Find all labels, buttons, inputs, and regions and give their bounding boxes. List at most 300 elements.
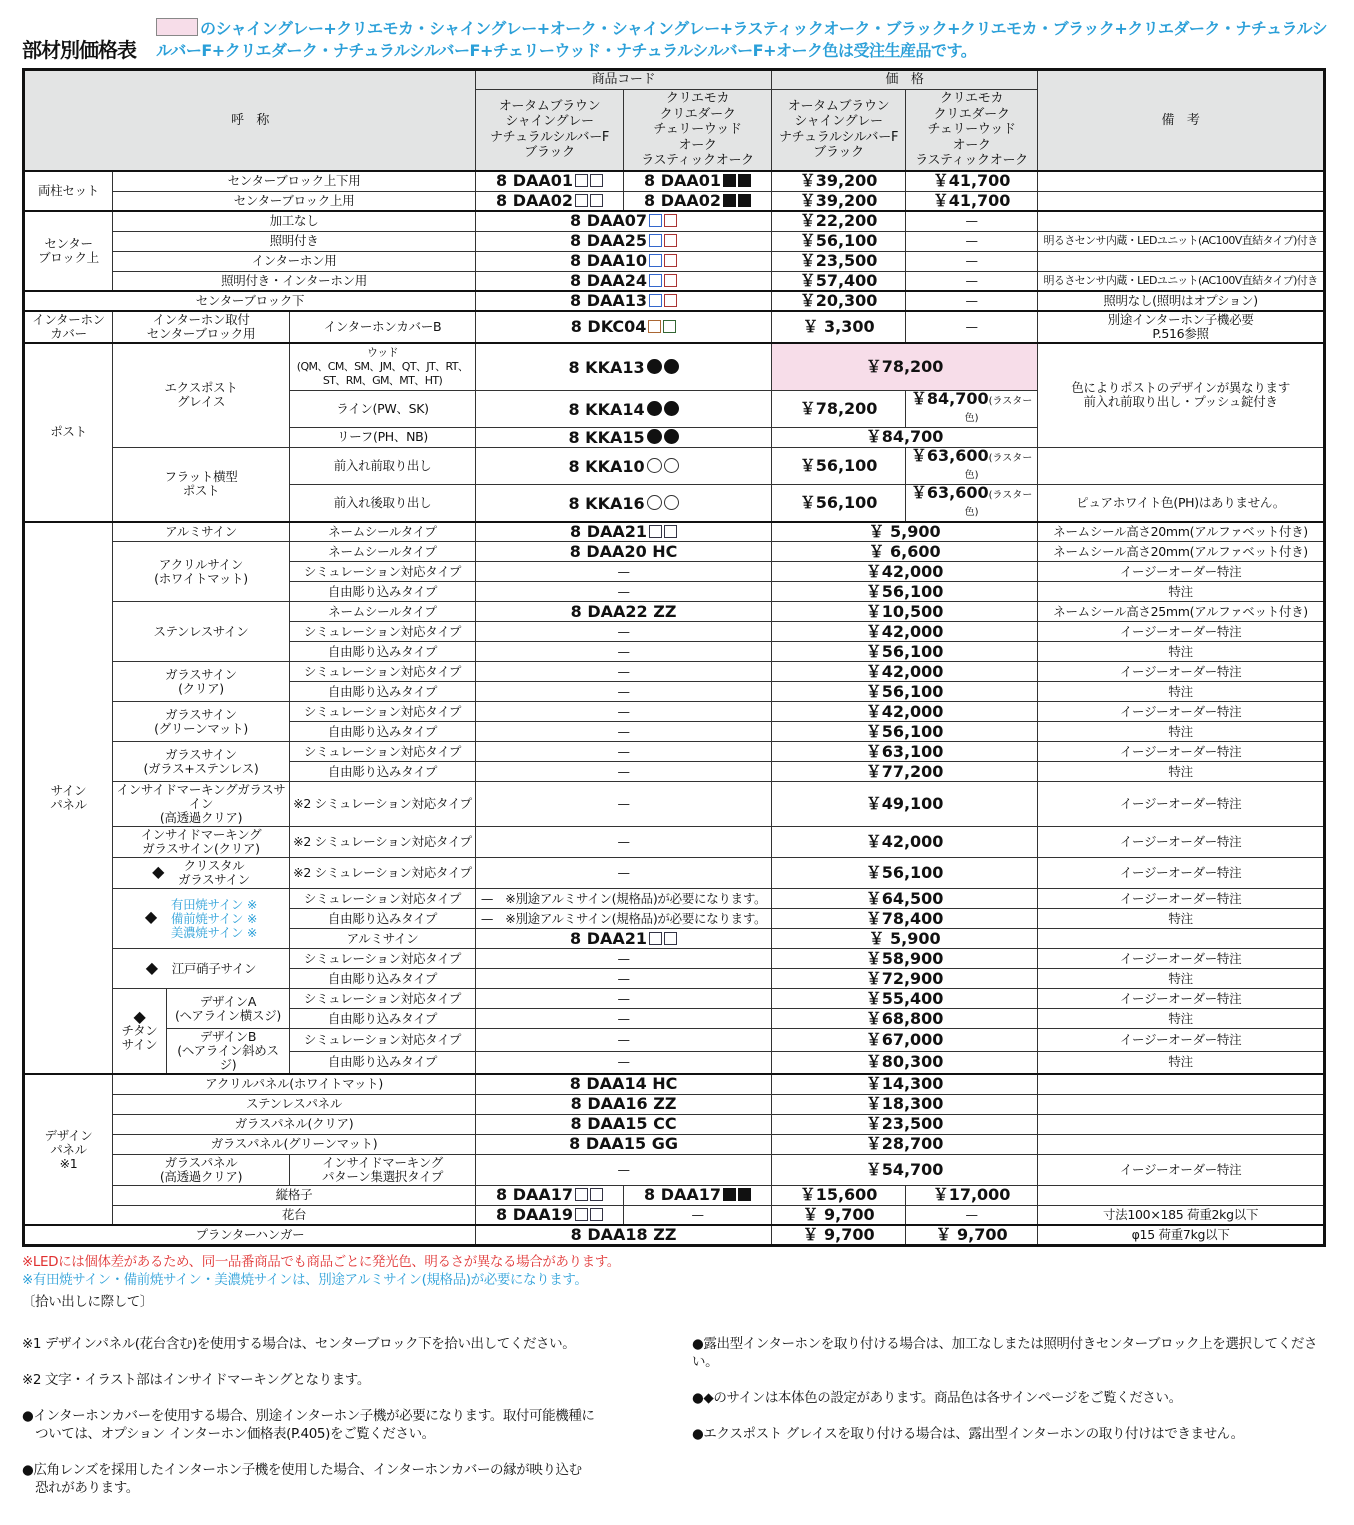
black-circle-icon <box>647 401 662 416</box>
remark: 色によりポストのデザインが異なります 前入れ前取り出し・プッシュ錠付き <box>1038 343 1325 447</box>
remark: イージーオーダー特注 <box>1038 1154 1325 1185</box>
item-name: センターブロック上下用 <box>113 171 476 191</box>
item-type: シミュレーション対応タイプ <box>290 1029 476 1052</box>
white-square-icon <box>664 932 677 945</box>
remark: 特注 <box>1038 682 1325 702</box>
item-name: ガラスパネル (高透過クリア) <box>113 1154 290 1185</box>
product-code: — ※別途アルミサイン(規格品)が必要になります。 <box>476 889 772 909</box>
remark: イージーオーダー特注 <box>1038 949 1325 969</box>
code-cell <box>476 447 772 484</box>
diamond-icon: ◆ <box>133 1007 146 1026</box>
product-code: 8 DAA13 <box>570 291 648 310</box>
black-circle-icon <box>647 429 662 444</box>
price-suffix: (ラスター色) <box>964 395 1033 424</box>
black-square-icon <box>723 194 736 207</box>
header-remarks: 備 考 <box>1038 70 1325 172</box>
remark: 寸法100×185 荷重2kg以下 <box>1038 1205 1325 1225</box>
product-code: — <box>624 1205 772 1225</box>
product-code: 8 DAA01 <box>644 171 722 191</box>
item-name: 加工なし <box>113 211 476 231</box>
price: ￥ 3,300 <box>772 311 906 343</box>
price-table <box>22 68 1326 1247</box>
code-cell <box>476 522 772 542</box>
product-code: — <box>476 969 772 989</box>
black-square-icon <box>738 194 751 207</box>
price: ￥63,100 <box>772 742 1038 762</box>
remark: 別途インターホン子機必要 P.516参照 <box>1038 311 1325 343</box>
item-name: インサイドマーキングガラスサイン (高透過クリア) <box>113 782 290 827</box>
product-code: — <box>476 682 772 702</box>
design-name: デザインA (ヘアライン横スジ) <box>167 989 290 1029</box>
diamond-icon: ◆ <box>145 958 158 977</box>
price: ￥17,000 <box>906 1185 1038 1205</box>
notes-right <box>692 1317 1332 1515</box>
item-type: シミュレーション対応タイプ <box>290 662 476 682</box>
price: ￥41,700 <box>906 171 1038 191</box>
price: ￥22,200 <box>772 211 906 231</box>
price: ￥55,400 <box>772 989 1038 1009</box>
code-cell <box>476 1185 624 1205</box>
item-type: ※2 シミュレーション対応タイプ <box>290 827 476 858</box>
product-code: 8 DAA17 <box>496 1185 574 1204</box>
header-code-color-b: クリエモカ クリエダーク チェリーウッド オーク ラスティックオーク <box>624 89 772 171</box>
code-cell <box>624 1185 772 1205</box>
product-code: 8 DAA16 ZZ <box>476 1094 772 1114</box>
white-square-icon <box>575 1208 588 1221</box>
item-type: 自由彫り込みタイプ <box>290 682 476 702</box>
product-code: — <box>476 1154 772 1185</box>
header-code: 商品コード <box>476 70 772 90</box>
remark <box>1038 251 1325 271</box>
remark <box>1038 211 1325 231</box>
white-circle-icon <box>664 458 679 473</box>
price: ￥68,800 <box>772 1009 1038 1029</box>
item-name-cell <box>113 949 290 989</box>
white-square-icon <box>649 525 662 538</box>
price: ￥23,500 <box>772 1114 1038 1134</box>
diamond-icon: ◆ <box>144 907 157 926</box>
remark <box>1038 1074 1325 1094</box>
remark: イージーオーダー特注 <box>1038 989 1325 1009</box>
product-code: 8 DAA19 <box>496 1204 574 1224</box>
item-name: エクスポスト グレイス <box>113 343 290 447</box>
item-type: ネームシールタイプ <box>290 542 476 562</box>
item-name: フラット横型 ポスト <box>113 447 290 522</box>
code-cell <box>476 390 772 427</box>
remark <box>1038 1185 1325 1205</box>
item-type: ウッド (QM、CM、SM、JM、QT、JT、RT、 ST、RM、GM、MT、HT) <box>290 343 476 390</box>
price: ￥56,100 <box>772 642 1038 662</box>
color-square-icon <box>649 214 662 227</box>
code-cell <box>476 251 772 271</box>
product-code: — <box>476 827 772 858</box>
item-type: インサイドマーキング パターン集選択タイプ <box>290 1154 476 1185</box>
item-name: ステンレスパネル <box>113 1094 476 1114</box>
section-label: デザイン パネル ※1 <box>24 1074 113 1225</box>
price: ￥80,300 <box>772 1051 1038 1074</box>
remark <box>1038 1114 1325 1134</box>
item-type: 前入れ後取り出し <box>290 484 476 522</box>
product-code: 8 DAA01 <box>496 171 574 191</box>
notes-columns <box>22 1317 1332 1515</box>
price: ￥39,200 <box>772 191 906 211</box>
remark: イージーオーダー特注 <box>1038 742 1325 762</box>
product-code: 8 KKA13 <box>568 357 645 377</box>
code-cell <box>476 191 624 211</box>
item-type: リーフ(PH、NB) <box>290 427 476 447</box>
item-name: ガラスパネル(クリア) <box>113 1114 476 1134</box>
price-cell <box>906 447 1038 484</box>
item-name: 照明付き <box>113 231 476 251</box>
remark: 特注 <box>1038 642 1325 662</box>
item-type: 自由彫り込みタイプ <box>290 1009 476 1029</box>
item-type: ライン(PW、SK) <box>290 390 476 427</box>
design-name: デザインB (ヘアライン斜めスジ) <box>167 1029 290 1075</box>
item-name-cell <box>113 889 290 949</box>
item-name: プランターハンガー <box>24 1225 476 1245</box>
price: ￥ 5,900 <box>772 929 1038 949</box>
item-name: ガラスパネル(グリーンマット) <box>113 1134 476 1154</box>
item-type: シミュレーション対応タイプ <box>290 949 476 969</box>
remark: 照明なし(照明はオプション) <box>1038 291 1325 311</box>
price: ￥78,400 <box>772 909 1038 929</box>
item-name-cell <box>113 858 290 889</box>
item-name: センターブロック下 <box>24 291 476 311</box>
pink-highlight-swatch <box>156 18 198 36</box>
remark: 明るさセンサ内蔵・LEDユニット(AC100V直結タイプ)付き <box>1038 271 1325 291</box>
header-price-color-a: オータムブラウン シャイングレー ナチュラルシルバーF ブラック <box>772 89 906 171</box>
code-cell <box>476 427 772 447</box>
remark <box>1038 191 1325 211</box>
code-cell <box>624 191 772 211</box>
section-label: インターホン カバー <box>24 311 113 343</box>
product-code: — <box>476 858 772 889</box>
remark: イージーオーダー特注 <box>1038 702 1325 722</box>
remark: ネームシール高さ25mm(アルファベット付き) <box>1038 602 1325 622</box>
product-code: — ※別途アルミサイン(規格品)が必要になります。 <box>476 909 772 929</box>
note-item: ※1 デザインパネル(花台含む)を使用する場合は、センターブロック下を拾い出してください。 <box>22 1335 576 1352</box>
note-item: ●インターホンカバーを使用する場合、別途インターホン子機が必要になります。取付可能機種に ついては、オプション インターホン価格表(P.405)をご覧ください。 <box>22 1407 595 1442</box>
price: ￥42,000 <box>772 562 1038 582</box>
product-code: 8 DAA21 <box>570 521 648 541</box>
remark: 特注 <box>1038 582 1325 602</box>
item-name: ステンレスサイン <box>113 602 290 662</box>
page-header <box>22 18 1332 62</box>
price: ￥56,100 <box>772 484 906 522</box>
item-type: アルミサイン <box>290 929 476 949</box>
item-type: シミュレーション対応タイプ <box>290 989 476 1009</box>
price: ￥63,600 <box>910 445 989 465</box>
price: ￥56,100 <box>772 582 1038 602</box>
remark <box>1038 447 1325 484</box>
white-circle-icon <box>664 495 679 510</box>
item-type: 前入れ前取り出し <box>290 447 476 484</box>
price: ￥56,100 <box>772 722 1038 742</box>
product-code: — <box>476 949 772 969</box>
black-circle-icon <box>664 359 679 374</box>
item-type: シミュレーション対応タイプ <box>290 562 476 582</box>
remark: イージーオーダー特注 <box>1038 622 1325 642</box>
remark: イージーオーダー特注 <box>1038 1029 1325 1052</box>
price: ￥64,500 <box>772 889 1038 909</box>
code-cell <box>476 484 772 522</box>
remark: 特注 <box>1038 762 1325 782</box>
header-price-color-b: クリエモカ クリエダーク チェリーウッド オーク ラスティックオーク <box>906 89 1038 171</box>
code-cell <box>476 271 772 291</box>
price: ￥56,100 <box>772 858 1038 889</box>
remark: ピュアホワイト色(PH)はありません。 <box>1038 484 1325 522</box>
code-cell <box>476 311 772 343</box>
remark: φ15 荷重7kg以下 <box>1038 1225 1325 1245</box>
price: ￥58,900 <box>772 949 1038 969</box>
code-cell <box>476 929 772 949</box>
item-type: 自由彫り込みタイプ <box>290 722 476 742</box>
item-name: 有田焼サイン ※ 備前焼サイン ※ 美濃焼サイン ※ <box>170 896 258 940</box>
price: ￥72,900 <box>772 969 1038 989</box>
price: ￥ 9,700 <box>772 1205 906 1225</box>
item-name: ガラスサイン (ガラス+ステンレス) <box>113 742 290 782</box>
remark: ネームシール高さ20mm(アルファベット付き) <box>1038 542 1325 562</box>
footnotes <box>22 1253 1332 1311</box>
notice-text: のシャイングレー+クリエモカ・シャイングレー+オーク・シャイングレー+ラスティックオーク・ブラック+クリエモカ・ブラック+クリエダーク・ナチュラルシルバーF+クリエダーク・ナチュラルシルバーF+チェリーウッド・ナチュラルシルバーF+オーク色は受注生産品です。 <box>156 19 1328 60</box>
price: ￥10,500 <box>772 602 1038 622</box>
white-square-icon <box>575 194 588 207</box>
header-price: 価 格 <box>772 70 1038 90</box>
price: ￥18,300 <box>772 1094 1038 1114</box>
product-code: — <box>476 1051 772 1074</box>
price: ￥ 5,900 <box>772 522 1038 542</box>
item-type: シミュレーション対応タイプ <box>290 622 476 642</box>
price: ￥42,000 <box>772 662 1038 682</box>
color-square-icon <box>664 214 677 227</box>
price: ￥84,700 <box>910 388 989 408</box>
remark: 特注 <box>1038 1009 1325 1029</box>
price: ￥42,000 <box>772 702 1038 722</box>
price: ￥ 9,700 <box>772 1225 906 1245</box>
item-name: インターホンカバーB <box>290 311 476 343</box>
item-name: 江戸硝子サイン <box>171 961 257 976</box>
item-name: 縦格子 <box>113 1185 476 1205</box>
item-type: 自由彫り込みタイプ <box>290 582 476 602</box>
price-suffix: (ラスター色) <box>964 452 1033 481</box>
item-type: 自由彫り込みタイプ <box>290 762 476 782</box>
product-code: 8 DAA10 <box>570 251 648 270</box>
product-code: — <box>476 742 772 762</box>
product-code: 8 DAA24 <box>570 270 648 290</box>
notes-left <box>22 1317 682 1515</box>
price: ￥57,400 <box>772 271 906 291</box>
white-circle-icon <box>647 495 662 510</box>
remark: イージーオーダー特注 <box>1038 782 1325 827</box>
code-cell <box>476 343 772 390</box>
white-square-icon <box>590 174 603 187</box>
price: ￥14,300 <box>772 1074 1038 1094</box>
section-label: センター ブロック上 <box>24 211 113 291</box>
remark: イージーオーダー特注 <box>1038 827 1325 858</box>
product-code: 8 DKC04 <box>570 317 647 336</box>
price: — <box>906 211 1038 231</box>
item-type: シミュレーション対応タイプ <box>290 702 476 722</box>
price: ￥42,000 <box>772 827 1038 858</box>
remark: ネームシール高さ20mm(アルファベット付き) <box>1038 522 1325 542</box>
product-code: 8 DAA25 <box>570 231 648 250</box>
product-code: 8 KKA10 <box>568 456 645 476</box>
white-square-icon <box>590 1208 603 1221</box>
price: — <box>906 291 1038 311</box>
note-item: ●エクスポスト グレイスを取り付ける場合は、露出型インターホンの取り付けはできません。 <box>692 1425 1244 1442</box>
black-square-icon <box>723 1188 736 1201</box>
black-square-icon <box>723 174 736 187</box>
item-type: シミュレーション対応タイプ <box>290 742 476 762</box>
black-circle-icon <box>664 401 679 416</box>
section-label: 両柱セット <box>24 171 113 211</box>
item-type: 自由彫り込みタイプ <box>290 642 476 662</box>
white-square-icon <box>664 525 677 538</box>
product-code: — <box>476 662 772 682</box>
price: ￥ 6,600 <box>772 542 1038 562</box>
product-code: 8 DAA15 CC <box>476 1114 772 1134</box>
price-cell <box>906 484 1038 522</box>
price: ￥39,200 <box>772 171 906 191</box>
product-code: 8 DAA15 GG <box>476 1134 772 1154</box>
black-square-icon <box>738 1188 751 1201</box>
remark <box>1038 1094 1325 1114</box>
remark <box>1038 929 1325 949</box>
remark <box>1038 171 1325 191</box>
note-item: ※2 文字・イラスト部はインサイドマーキングとなります。 <box>22 1371 370 1388</box>
price: ￥20,300 <box>772 291 906 311</box>
product-code: 8 DAA21 <box>570 928 648 948</box>
code-cell <box>476 171 624 191</box>
price: ￥15,600 <box>772 1185 906 1205</box>
item-type: 自由彫り込みタイプ <box>290 909 476 929</box>
product-code: 8 DAA02 <box>644 190 722 210</box>
item-name: 花台 <box>113 1205 476 1225</box>
remark: 明るさセンサ内蔵・LEDユニット(AC100V直結タイプ)付き <box>1038 231 1325 251</box>
product-code: 8 DAA14 HC <box>476 1074 772 1094</box>
item-name: アクリルパネル(ホワイトマット) <box>113 1074 476 1094</box>
remark: 特注 <box>1038 1051 1325 1074</box>
item-type: シミュレーション対応タイプ <box>290 889 476 909</box>
color-square-icon <box>649 294 662 307</box>
product-code: 8 DAA22 ZZ <box>476 602 772 622</box>
item-name: インターホン用 <box>113 251 476 271</box>
color-square-icon <box>649 274 662 287</box>
product-code: 8 DAA07 <box>570 211 648 231</box>
price: ￥42,000 <box>772 622 1038 642</box>
price: ￥23,500 <box>772 251 906 271</box>
price: ￥54,700 <box>772 1154 1038 1185</box>
section-label: サイン パネル <box>24 522 113 1075</box>
price: — <box>906 1205 1038 1225</box>
code-cell <box>476 231 772 251</box>
section-label: ポスト <box>24 343 113 522</box>
price: ￥77,200 <box>772 762 1038 782</box>
remark: イージーオーダー特注 <box>1038 662 1325 682</box>
item-type: 自由彫り込みタイプ <box>290 1051 476 1074</box>
color-square-icon <box>664 294 677 307</box>
item-name: ガラスサイン (グリーンマット) <box>113 702 290 742</box>
price: — <box>906 271 1038 291</box>
price-suffix: (ラスター色) <box>964 489 1033 518</box>
price: ￥56,100 <box>772 231 906 251</box>
color-square-icon <box>664 274 677 287</box>
remark <box>1038 1134 1325 1154</box>
item-name: ガラスサイン (クリア) <box>113 662 290 702</box>
product-code: 8 DAA17 <box>644 1185 722 1204</box>
product-code: — <box>476 702 772 722</box>
color-square-icon <box>648 320 661 333</box>
item-type: ネームシールタイプ <box>290 522 476 542</box>
notes-heading: 〔拾い出しに際して〕 <box>22 1293 153 1310</box>
item-type: 自由彫り込みタイプ <box>290 969 476 989</box>
yaki-note: ※有田焼サイン・備前焼サイン・美濃焼サインは、別途アルミサイン(規格品)が必要になります。 <box>22 1271 588 1288</box>
header-code-color-a: オータムブラウン シャイングレー ナチュラルシルバーF ブラック <box>476 89 624 171</box>
made-to-order-notice <box>156 18 1332 62</box>
price: ￥63,600 <box>910 482 989 502</box>
product-code: — <box>476 722 772 742</box>
price: ￥ 9,700 <box>906 1225 1038 1245</box>
remark: 特注 <box>1038 722 1325 742</box>
color-square-icon <box>649 254 662 267</box>
remark: イージーオーダー特注 <box>1038 562 1325 582</box>
white-square-icon <box>649 932 662 945</box>
product-code: 8 DAA18 ZZ <box>476 1225 772 1245</box>
product-code: — <box>476 582 772 602</box>
product-code: 8 DAA20 HC <box>476 542 772 562</box>
code-cell <box>476 1205 624 1225</box>
header-name: 呼 称 <box>24 70 476 172</box>
item-type: ネームシールタイプ <box>290 602 476 622</box>
white-square-icon <box>590 1188 603 1201</box>
product-code: — <box>476 562 772 582</box>
item-name: インサイドマーキング ガラスサイン(クリア) <box>113 827 290 858</box>
white-circle-icon <box>647 458 662 473</box>
color-square-icon <box>663 320 676 333</box>
product-code: — <box>476 622 772 642</box>
white-square-icon <box>575 174 588 187</box>
remark: 特注 <box>1038 909 1325 929</box>
code-cell <box>624 171 772 191</box>
note-item: ●露出型インターホンを取り付ける場合は、加工なしまたは照明付きセンターブロック上を選択してください。 <box>692 1335 1318 1370</box>
item-sub: インターホン取付 センターブロック用 <box>113 311 290 343</box>
black-square-icon <box>738 174 751 187</box>
page-title: 部材別価格表 <box>22 38 136 62</box>
product-code: — <box>476 989 772 1009</box>
color-square-icon <box>664 234 677 247</box>
remark: 特注 <box>1038 969 1325 989</box>
code-cell <box>476 211 772 231</box>
product-code: 8 KKA16 <box>568 493 645 513</box>
price: ￥49,100 <box>772 782 1038 827</box>
item-name: チタン サイン <box>121 1023 158 1052</box>
color-square-icon <box>649 234 662 247</box>
item-type: ※2 シミュレーション対応タイプ <box>290 858 476 889</box>
item-name: アルミサイン <box>113 522 290 542</box>
diamond-icon: ◆ <box>152 861 165 881</box>
product-code: 8 DAA02 <box>496 190 574 210</box>
color-square-icon <box>664 254 677 267</box>
price: ￥28,700 <box>772 1134 1038 1154</box>
price: ￥67,000 <box>772 1029 1038 1052</box>
product-code: — <box>476 1009 772 1029</box>
price: ￥56,100 <box>772 447 906 484</box>
price: — <box>906 231 1038 251</box>
product-code: — <box>476 642 772 662</box>
price: — <box>906 311 1038 343</box>
product-code: 8 KKA14 <box>568 399 645 419</box>
remark: イージーオーダー特注 <box>1038 889 1325 909</box>
